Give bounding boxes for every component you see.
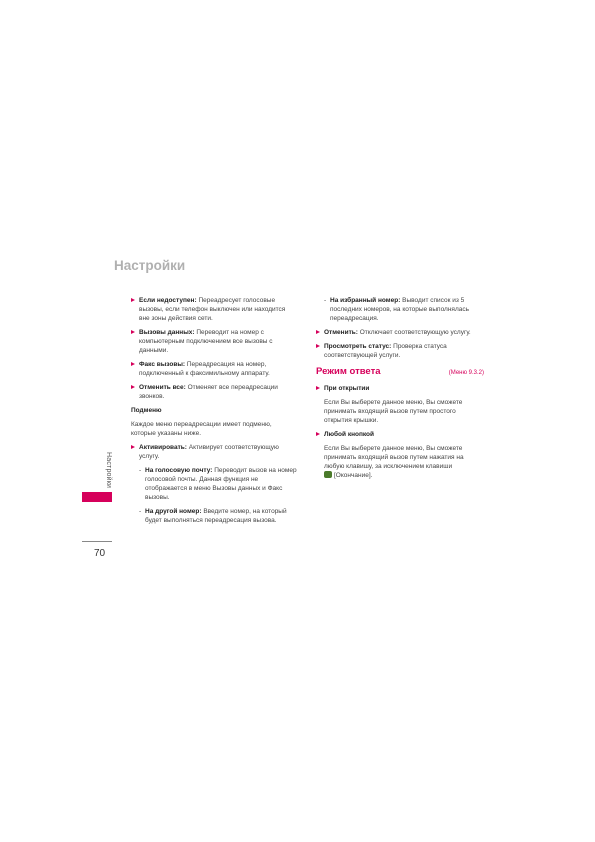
list-item [131, 360, 297, 378]
item-term: Просмотреть статус: [324, 343, 392, 350]
item-term: Отменить все: [139, 384, 186, 391]
item-text: Введите номер, на который будет выполняться переадресация вызова. [145, 508, 287, 524]
option-title: При открытии [324, 385, 370, 392]
item-text: Проверка статуса соответствующей услуги. [324, 343, 447, 359]
left-column [131, 296, 297, 530]
item-term: Активировать: [139, 444, 187, 451]
item-term: Вызовы данных: [139, 329, 195, 336]
dash-bullet: - [139, 467, 142, 474]
item-text: Отменяет все переадресации звонков. [139, 384, 278, 400]
end-key-icon [324, 471, 332, 478]
side-section-label: Настройки [105, 452, 112, 489]
list-item [316, 342, 484, 360]
item-text: Переводит на номер с компьютерным подключением все вызовы с данными. [139, 329, 273, 354]
item-text: Активирует соответствующую услугу. [139, 444, 279, 460]
bullet-icon [316, 344, 320, 348]
item-term: Если недоступен: [139, 297, 197, 304]
item-text: Переводит вызов на номер голосовой почты. Данная функция не отображается в меню Вызовы данных и Факс вызовы. [145, 467, 297, 501]
right-column [316, 296, 484, 485]
item-term: На избранный номер: [330, 297, 401, 304]
item-term: На голосовую почту: [145, 467, 213, 474]
item-term: На другой номер: [145, 508, 202, 515]
item-text: Отключает соответствующую услугу. [357, 329, 471, 336]
page-title: Настройки [114, 258, 186, 273]
option-heading [316, 384, 484, 393]
item-text: Переадресует голосовые вызовы, если телефон выключен или находится вне зоны действия сети. [139, 297, 286, 322]
option-description [316, 444, 484, 480]
section-header [316, 365, 484, 379]
list-item [131, 296, 297, 323]
sub-item [131, 466, 297, 502]
option-text: Если Вы выберете данное меню, Вы сможете принимать входящий вызов путем нажатия на любую клавишу, за исключением клавиши [324, 445, 464, 470]
item-term: Факс вызовы: [139, 361, 186, 368]
item-term: Отменить: [324, 329, 358, 336]
section-marker [82, 492, 112, 502]
sub-item [316, 296, 484, 323]
bullet-icon [131, 362, 135, 366]
item-text: Переадресация на номер, подключенный к факсимильному аппарату. [139, 361, 270, 377]
submenu-intro: Каждое меню переадресации имеет подменю, которые указаны ниже. [131, 421, 272, 437]
divider [82, 541, 112, 542]
submenu-heading: Подменю [131, 407, 162, 414]
bullet-icon [316, 386, 320, 390]
option-heading [316, 430, 484, 439]
bullet-icon [131, 385, 135, 389]
option-title: Любой кнопкой [324, 431, 375, 438]
bullet-icon [131, 330, 135, 334]
dash-bullet: - [139, 508, 142, 515]
bullet-icon [131, 445, 135, 449]
bullet-icon [131, 298, 135, 302]
menu-reference: (Меню 9.3.2) [448, 370, 484, 376]
item-text: Выводит список из 5 последних номеров, на которые выполнялась переадресация. [330, 297, 469, 322]
list-item [131, 328, 297, 355]
list-item [131, 383, 297, 401]
dash-bullet: - [324, 297, 327, 304]
page-number: 70 [94, 548, 106, 559]
bullet-icon [316, 432, 320, 436]
key-label: [Окончание]. [334, 472, 373, 479]
option-description: Если Вы выберете данное меню, Вы сможете принимать входящий вызов путем простого открытия крышки. [324, 399, 463, 424]
bullet-icon [316, 330, 320, 334]
sub-item [131, 507, 297, 525]
list-item [316, 328, 484, 337]
list-item [131, 443, 297, 461]
section-title: Режим ответа [316, 366, 381, 377]
